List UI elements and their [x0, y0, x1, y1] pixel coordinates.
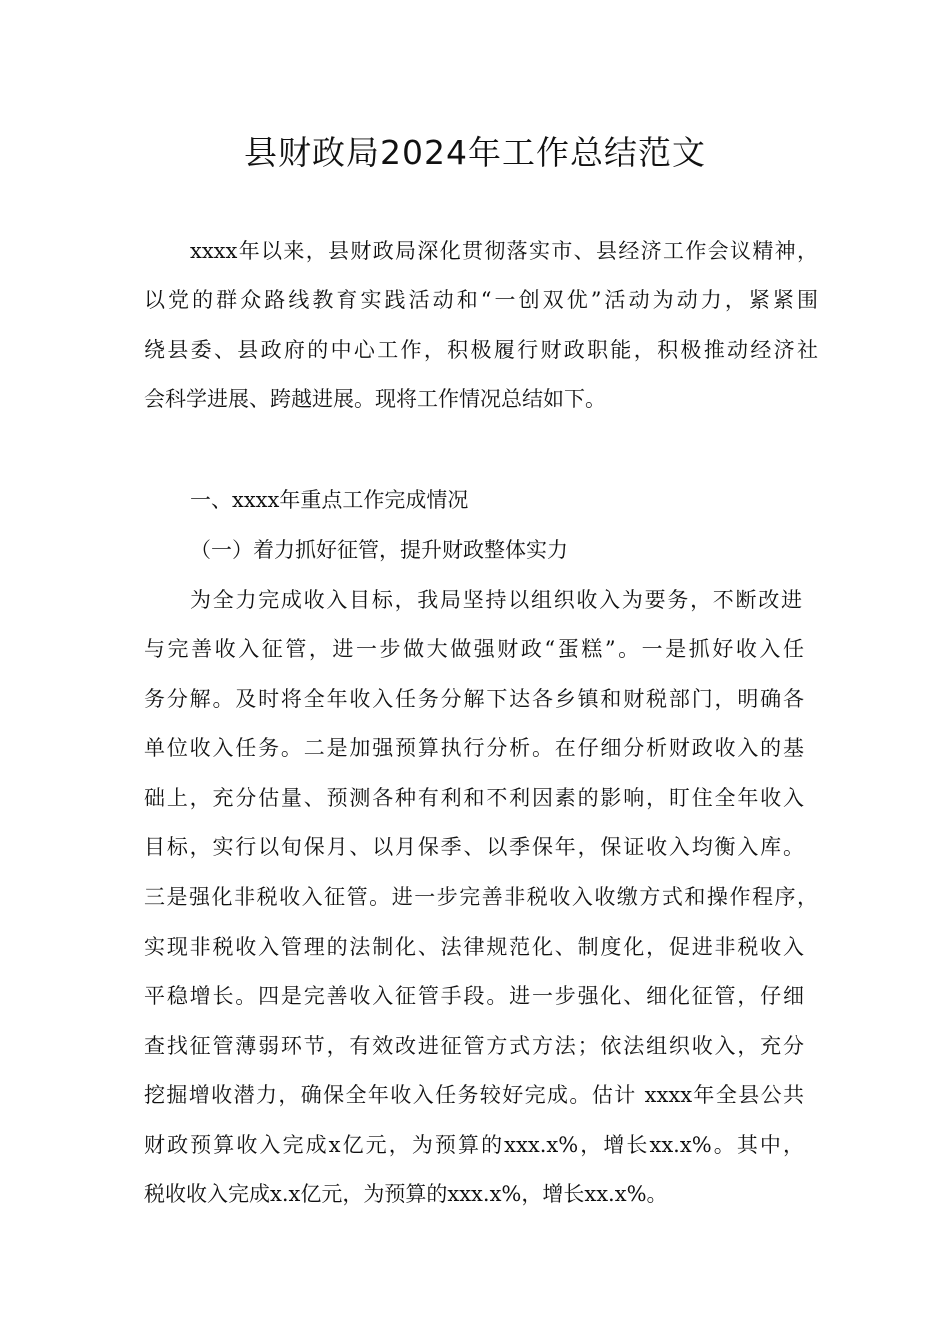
document-title: 县财政局2024年工作总结范文	[244, 133, 706, 172]
body-line	[144, 1080, 804, 1110]
intro-line-text: xxxx年以来，县财政局深化贯彻落实市、县经济工作会议精神，	[190, 239, 818, 263]
intro-line-text: 以党的群众路线教育实践活动和“一创双优”活动为动力，紧紧围	[144, 288, 818, 312]
body-line-text: 实现非税收入管理的法制化、法律规范化、制度化，促进非税收入	[144, 935, 804, 959]
body-line	[144, 783, 804, 813]
body-line	[144, 1179, 668, 1209]
body-line	[144, 1130, 804, 1160]
body-line-text: 挖掘增收潜力，确保全年收入任务较好完成。估计 xxxx年全县公共	[144, 1083, 804, 1107]
body-line-text: 与完善收入征管，进一步做大做强财政“蛋糕”。一是抓好收入任	[144, 637, 804, 661]
intro-line	[190, 236, 818, 266]
subsection-heading	[190, 535, 568, 565]
intro-line	[144, 335, 818, 365]
section-heading-text: 一、xxxx年重点工作完成情况	[190, 488, 469, 512]
intro-line-text: 绕县委、县政府的中心工作，积极履行财政职能，积极推动经济社	[144, 338, 818, 362]
body-line-text: 单位收入任务。二是加强预算执行分析。在仔细分析财政收入的基	[144, 736, 804, 760]
body-line	[144, 1031, 804, 1061]
subsection-heading-text: （一）着力抓好征管，提升财政整体实力	[190, 538, 568, 562]
body-line	[144, 634, 804, 664]
body-line	[190, 585, 802, 615]
body-line	[144, 932, 804, 962]
section-heading	[190, 485, 468, 515]
body-line-text: 础上，充分估量、预测各种有利和不利因素的影响，盯住全年收入	[144, 786, 804, 810]
body-line-text: 查找征管薄弱环节，有效改进征管方式方法；依法组织收入，充分	[144, 1034, 804, 1058]
body-line-text: 财政预算收入完成x亿元，为预算的xxx.x%，增长xx.x%。其中，	[144, 1133, 804, 1157]
body-line	[144, 882, 818, 912]
intro-line	[144, 384, 606, 414]
body-line-text: 税收收入完成x.x亿元，为预算的xxx.x%，增长xx.x%。	[144, 1182, 668, 1206]
body-line	[144, 832, 804, 862]
body-line	[144, 733, 804, 763]
body-line-text: 三是强化非税收入征管。进一步完善非税收入收缴方式和操作程序，	[144, 885, 818, 909]
body-line-text: 务分解。及时将全年收入任务分解下达各乡镇和财税部门，明确各	[144, 687, 804, 711]
body-line-text: 平稳增长。四是完善收入征管手段。进一步强化、细化征管，仔细	[144, 984, 804, 1008]
body-line	[144, 684, 804, 714]
intro-line-text: 会科学进展、跨越进展。现将工作情况总结如下。	[144, 387, 606, 411]
body-line-text: 目标，实行以旬保月、以月保季、以季保年，保证收入均衡入库。	[144, 835, 804, 859]
body-line-text: 为全力完成收入目标，我局坚持以组织收入为要务，不断改进	[190, 588, 802, 612]
body-line	[144, 981, 804, 1011]
intro-line	[144, 285, 818, 315]
